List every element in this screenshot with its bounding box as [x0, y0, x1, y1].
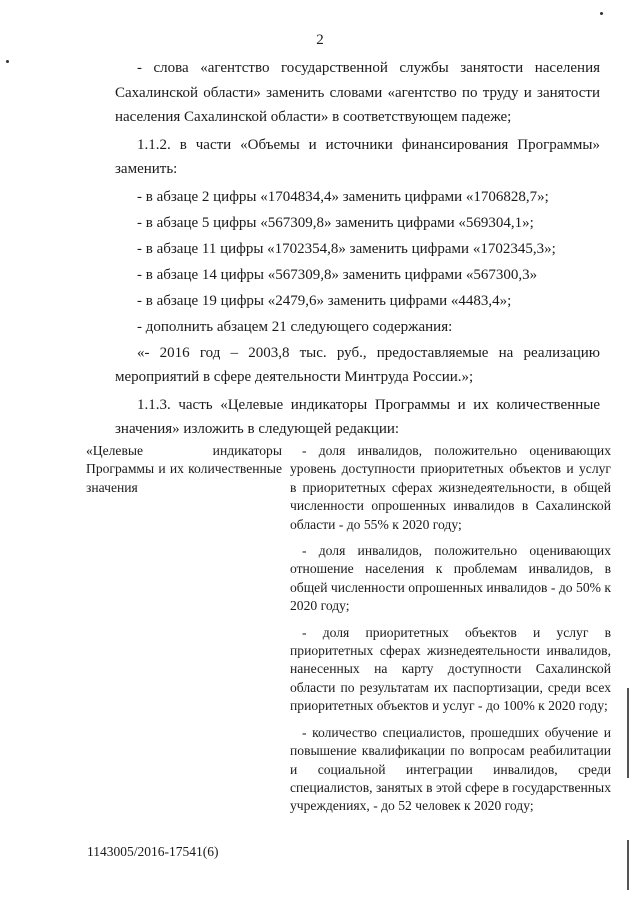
bullet-item: - в абзаце 5 цифры «567309,8» заменить цифрами «569304,1»;: [137, 214, 534, 231]
page-number: 2: [316, 32, 324, 48]
scan-speck: [600, 12, 603, 15]
table-left-cell: «Целевые индикаторы Программы и их количественные значения: [86, 443, 282, 495]
document-footer-code: 1143005/2016-17541(6): [87, 844, 219, 859]
bullet-item: - в абзаце 14 цифры «567309,8» заменить цифрами «567300,3»: [137, 266, 538, 283]
bullet-item: - в абзаце 2 цифры «1704834,4» заменить цифрами «1706828,7»;: [137, 188, 549, 205]
document-body: [115, 56, 600, 445]
paragraph-1-1-2: 1.1.2. в части «Объемы и источники финансирования Программы» заменить:: [115, 136, 600, 177]
table-right-cell: [290, 442, 611, 824]
paragraph-1-1-3: 1.1.3. часть «Целевые индикаторы Программы и их количественные значения» изложить в следующей редакции:: [115, 396, 600, 437]
indicator-item: - доля инвалидов, положительно оценивающих отношение населения к проблемам инвалидов, в общей численности опрошенных инвалидов - до 50% к 2020 году;: [290, 543, 611, 614]
indicator-item: - доля инвалидов, положительно оценивающих уровень доступности приоритетных объектов и услуг в приоритетных сферах жизнедеятельности, в общей численности опрошенных инвалидов в Сахалинской области - до 55% к 2020 году;: [290, 443, 611, 532]
paragraph-agency-rename: - слова «агентство государственной службы занятости населения Сахалинской области» заменить словами «агентство по труду и занятости населения Сахалинской области» в соответствующем падеже;: [115, 60, 600, 125]
indicator-item: - количество специалистов, прошедших обучение и повышение квалификации по вопросам реабилитации и социальной интеграции инвалидов, среди специалистов, занятых в этой сфере в государственных учреждениях, - до 52 человек к 2020 году;: [290, 724, 611, 814]
bullet-item: - дополнить абзацем 21 следующего содержания:: [137, 318, 453, 335]
quote-paragraph: «- 2016 год – 2003,8 тыс. руб., предоставляемые на реализацию мероприятий в сфере деятельности Минтруда России.»;: [115, 344, 600, 385]
scan-margin-mark: [627, 840, 629, 890]
indicators-table: [86, 442, 611, 824]
bullet-item: - в абзаце 19 цифры «2479,6» заменить цифрами «4483,4»;: [137, 292, 512, 309]
indicator-item: - доля приоритетных объектов и услуг в приоритетных сферах жизнедеятельности инвалидов, нанесенных на карту доступности Сахалинской области по результатам их паспортизации, среди всех приоритетных объектов и услуг - до 100% к 2020 году;: [290, 624, 611, 714]
scan-speck: [6, 60, 9, 63]
scan-margin-mark: [627, 688, 629, 778]
bullet-item: - в абзаце 11 цифры «1702354,8» заменить цифрами «1702345,3»;: [137, 240, 556, 257]
